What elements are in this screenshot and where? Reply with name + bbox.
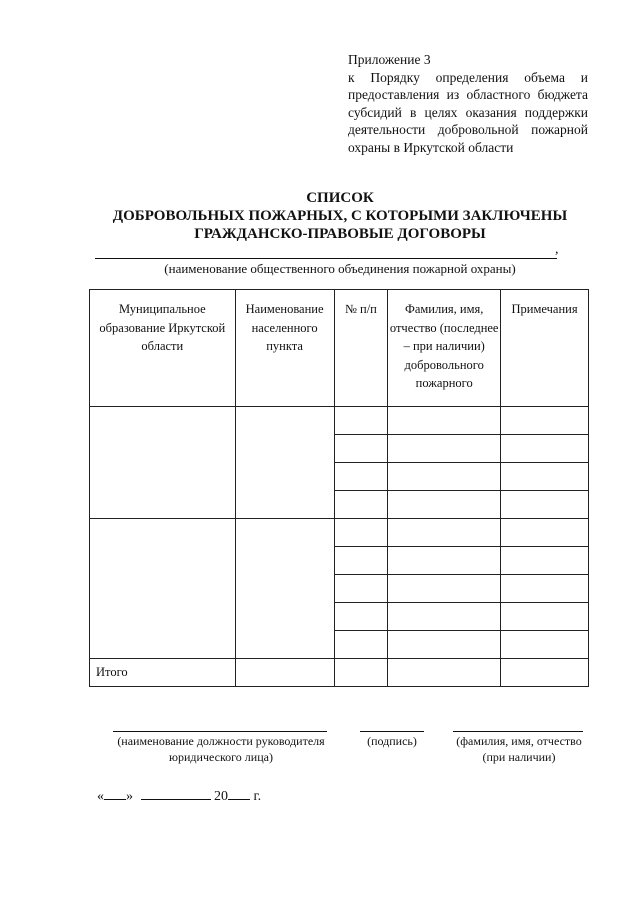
org-caption: (наименование общественного объединения пожарной охраны)	[164, 261, 516, 276]
col-header-settlement: Наименование населенного пункта	[235, 290, 334, 407]
date-open-quote: «	[97, 789, 104, 804]
full-name-cell	[388, 463, 501, 491]
notes-cell	[501, 407, 589, 435]
col-header-number: № п/п	[334, 290, 388, 407]
full-name-cell	[388, 631, 501, 659]
total-number-cell	[334, 659, 388, 687]
doc-subtitle-line1: ДОБРОВОЛЬНЫХ ПОЖАРНЫХ, С КОТОРЫМИ ЗАКЛЮЧЕНЫ	[112, 208, 568, 224]
notes-cell	[501, 603, 589, 631]
full-name-cell	[388, 547, 501, 575]
table-row	[90, 519, 589, 547]
position-caption: (наименование должности руководителя юридического лица)	[117, 734, 325, 764]
number-cell	[334, 463, 388, 491]
year-blank-line	[228, 799, 250, 800]
appendix-title: Приложение 3	[348, 52, 431, 67]
col-header-notes: Примечания	[501, 290, 589, 407]
full-name-cell	[388, 435, 501, 463]
total-label: Итого	[90, 659, 236, 687]
number-cell	[334, 435, 388, 463]
name-blank-line	[453, 731, 583, 732]
volunteers-table	[89, 289, 589, 687]
year-suffix: г.	[253, 789, 262, 804]
date-line	[97, 789, 261, 805]
full-name-cell	[388, 491, 501, 519]
notes-cell	[501, 575, 589, 603]
full-name-cell	[388, 407, 501, 435]
total-settlement-cell	[235, 659, 334, 687]
signature-caption: (подпись)	[367, 734, 417, 748]
table-header-row	[90, 290, 589, 407]
notes-cell	[501, 547, 589, 575]
settlement-cell	[235, 519, 334, 659]
signature-blank-line	[360, 731, 424, 732]
appendix-block	[348, 51, 588, 156]
position-blank-line	[113, 731, 327, 732]
table-total-row	[90, 659, 589, 687]
number-cell	[334, 547, 388, 575]
doc-subtitle-line2: ГРАЖДАНСКО-ПРАВОВЫЕ ДОГОВОРЫ	[194, 226, 486, 242]
appendix-text: к Порядку определения объема и предоставления из областного бюджета субсидий в целях оказания поддержки деятельности добровольной пожарной охраны в Иркутской области	[348, 69, 588, 155]
number-cell	[334, 519, 388, 547]
notes-cell	[501, 491, 589, 519]
number-cell	[334, 631, 388, 659]
notes-cell	[501, 631, 589, 659]
total-notes-cell	[501, 659, 589, 687]
number-cell	[334, 603, 388, 631]
col-header-full-name: Фамилия, имя, отчество (последнее – при наличии) добровольного пожарного	[388, 290, 501, 407]
table-row	[90, 407, 589, 435]
date-close-quote: »	[126, 789, 133, 804]
notes-cell	[501, 435, 589, 463]
municipality-cell	[90, 519, 236, 659]
full-name-cell	[388, 603, 501, 631]
number-cell	[334, 575, 388, 603]
month-blank-line	[141, 799, 211, 800]
notes-cell	[501, 463, 589, 491]
total-full-name-cell	[388, 659, 501, 687]
full-name-cell	[388, 575, 501, 603]
notes-cell	[501, 519, 589, 547]
full-name-cell	[388, 519, 501, 547]
name-caption: (фамилия, имя, отчество (при наличии)	[456, 734, 582, 764]
year-prefix: 20	[214, 789, 228, 804]
col-header-municipality: Муниципальное образование Иркутской области	[90, 290, 236, 407]
municipality-cell	[90, 407, 236, 519]
settlement-cell	[235, 407, 334, 519]
number-cell	[334, 407, 388, 435]
org-name-blank-line	[95, 258, 557, 259]
number-cell	[334, 491, 388, 519]
day-blank-line	[104, 799, 126, 800]
doc-title: СПИСОК	[306, 190, 374, 206]
org-comma: ,	[555, 242, 559, 257]
